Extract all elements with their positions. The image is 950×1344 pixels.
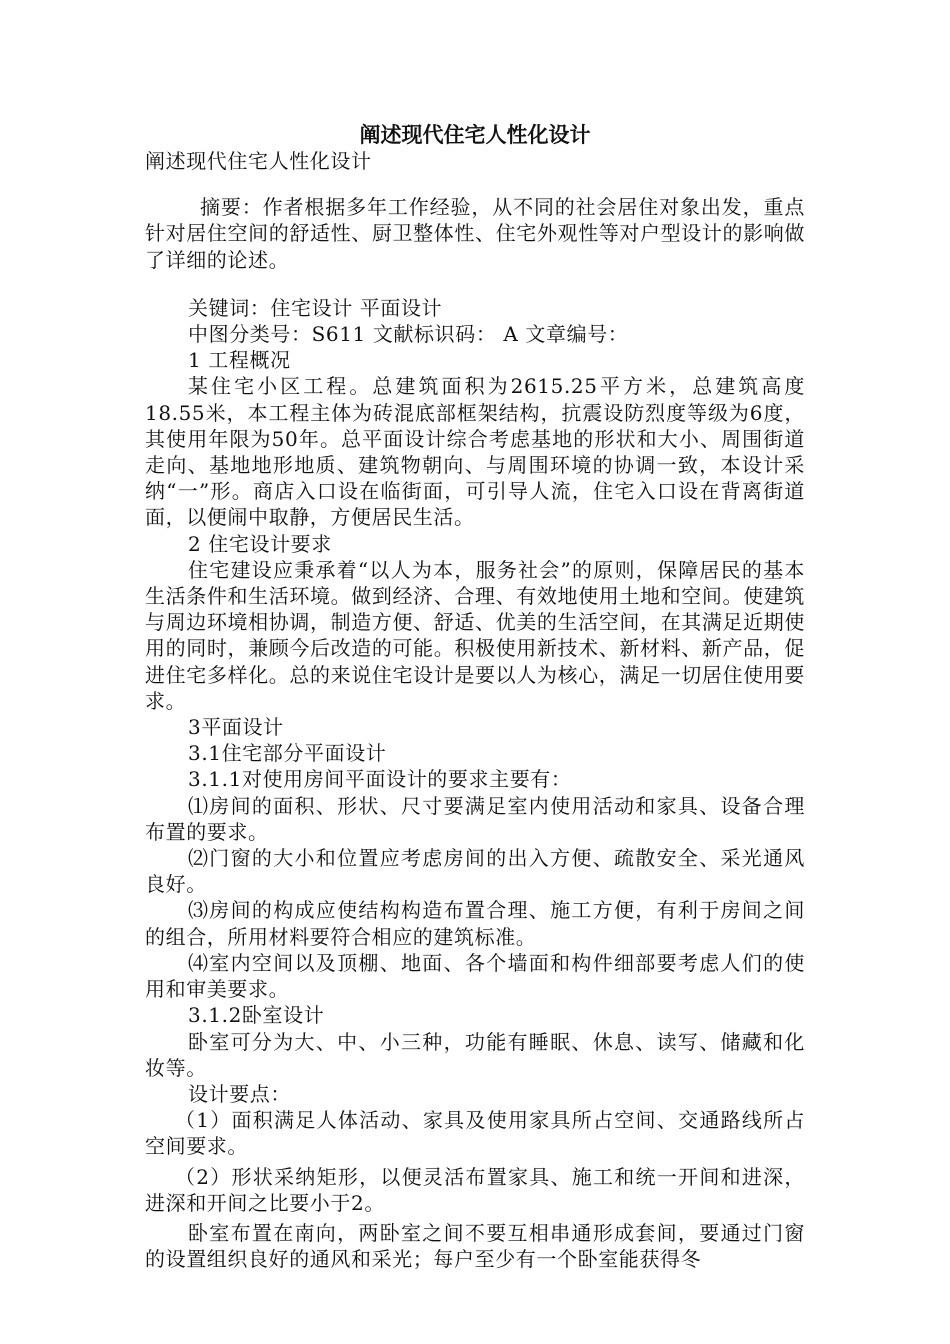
- design-point-1: （1）面积满足人体活动、家具及使用家具所占空间、交通路线所占空间要求。: [145, 1108, 805, 1159]
- requirement-item-2: ⑵门窗的大小和位置应考虑房间的出入方便、疏散安全、采光通风良好。: [145, 846, 805, 897]
- section-1-paragraph: 某住宅小区工程。总建筑面积为2615.25平方米，总建筑高度18.55米，本工程主体为砖混底部框架结构，抗震设防烈度等级为6度，其使用年限为50年。总平面设计综合考虑基地的形状和大小、周围街道走向、基地地形地质、建筑物朝向、与周围环境的协调一致，本设计采纳“一”形。商店入口设在临街面，可引导人流，住宅入口设在背离街道面，以便闹中取静，方便居民生活。: [145, 374, 805, 530]
- keywords-line: 关键词：住宅设计 平面设计: [188, 295, 443, 320]
- section-2-paragraph: 住宅建设应秉承着“以人为本，服务社会”的原则，保障居民的基本生活条件和生活环境。做到经济、合理、有效地使用土地和空间。使建筑与周边环境相协调，制造方便、舒适、优美的生活空间，在其满足近期使用的同时，兼顾今后改造的可能。积极使用新技术、新材料、新产品，促进住宅多样化。总的来说住宅设计是要以人为核心，满足一切居住使用要求。: [145, 557, 805, 713]
- document-subtitle: 阐述现代住宅人性化设计: [145, 149, 372, 173]
- spacer: [145, 273, 805, 295]
- section-3-1-2-heading: 3.1.2卧室设计: [188, 1003, 325, 1028]
- classification-line: 中图分类号：S611 文献标识码： A 文章编号：: [188, 322, 629, 347]
- document-title: 阐述现代住宅人性化设计: [359, 123, 591, 147]
- section-3-1-heading: 3.1住宅部分平面设计: [188, 741, 387, 766]
- bedroom-layout-paragraph: 卧室布置在南向，两卧室之间不要互相串通形成套间，要通过门窗的设置组织良好的通风和采光；每户至少有一个卧室能获得冬: [145, 1220, 805, 1272]
- spacer: [145, 174, 805, 194]
- bedroom-paragraph: 卧室可分为大、中、小三种，功能有睡眠、休息、读写、储藏和化妆等。: [145, 1029, 805, 1080]
- design-points-heading: 设计要点：: [188, 1081, 291, 1106]
- section-2-heading: 2 住宅设计要求: [188, 531, 332, 556]
- section-1-heading: 1 工程概况: [188, 348, 291, 373]
- requirement-item-3: ⑶房间的构成应使结构构造布置合理、施工方便，有利于房间之间的组合，所用材料要符合相应的建筑标准。: [145, 898, 805, 949]
- section-3-1-1-heading: 3.1.1对使用房间平面设计的要求主要有：: [188, 767, 572, 792]
- design-point-2: （2）形状采纳矩形，以便灵活布置家具、施工和统一开间和进深，进深和开间之比要小于2。: [145, 1164, 805, 1215]
- document-body: [145, 148, 805, 1272]
- abstract-paragraph: 摘要：作者根据多年工作经验，从不同的社会居住对象出发，重点针对居住空间的舒适性、厨卫整体性、住宅外观性等对户型设计的影响做了详细的论述。: [145, 195, 805, 272]
- section-3-heading: 3平面设计: [188, 715, 284, 740]
- requirement-item-4: ⑷室内空间以及顶棚、地面、各个墙面和构件细部要考虑人们的使用和审美要求。: [145, 950, 805, 1002]
- requirement-item-1: ⑴房间的面积、形状、尺寸要满足室内使用活动和家具、设备合理布置的要求。: [145, 793, 805, 844]
